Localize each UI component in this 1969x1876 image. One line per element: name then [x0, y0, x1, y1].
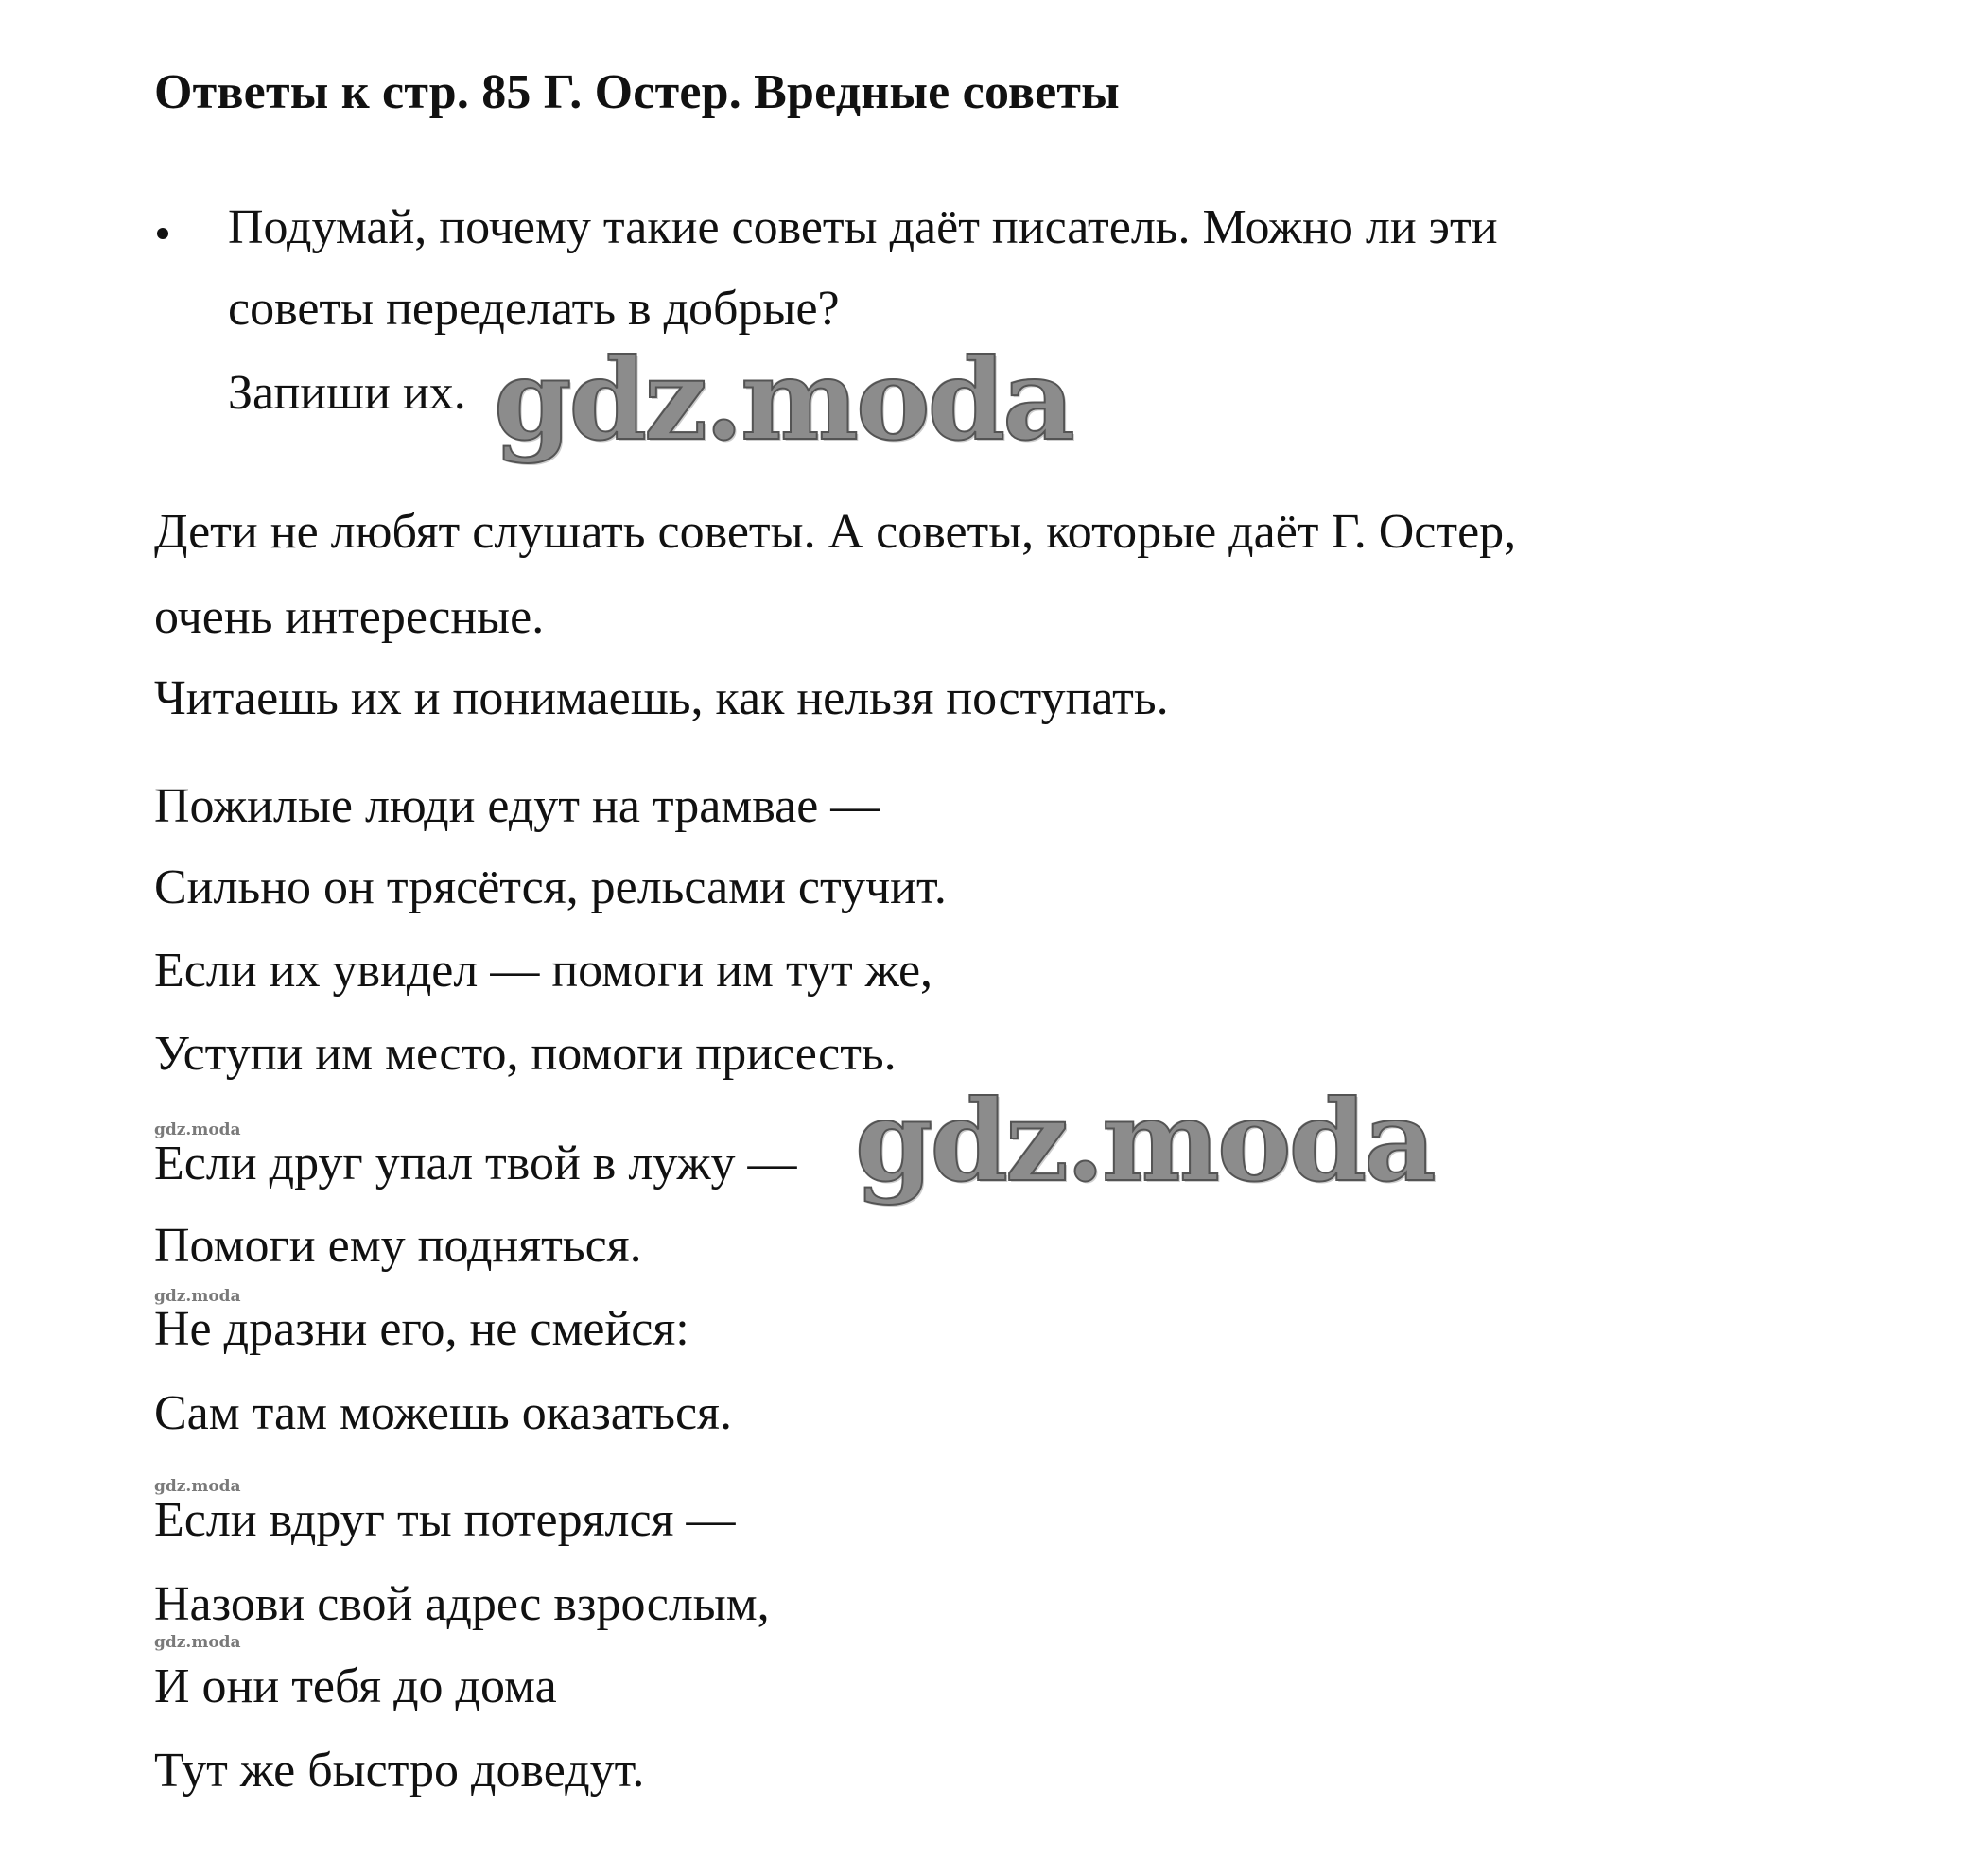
verse3-line-4: Тут же быстро доведут. [154, 1744, 645, 1798]
watermark-small: gdz.moda [154, 1477, 241, 1496]
task-line-3: Запиши их. [228, 366, 466, 420]
verse2-line-2: Помоги ему подняться. [154, 1219, 642, 1273]
watermark-small: gdz.moda [154, 1120, 241, 1139]
verse2-line-1: Если друг упал твой в лужу — [154, 1137, 797, 1190]
bullet-icon [157, 228, 168, 239]
page-title: Ответы к стр. 85 Г. Остер. Вредные советы [154, 65, 1120, 119]
watermark-small: gdz.moda [154, 1633, 241, 1652]
task-line-1: Подумай, почему такие советы даёт писатель. Можно ли эти [228, 200, 1498, 254]
watermark-logo: gdz.moda [494, 334, 1072, 465]
task-line-2: советы переделать в добрые? [228, 282, 840, 336]
verse1-line-4: Уступи им место, помоги присесть. [154, 1027, 897, 1081]
verse2-line-4: Сам там можешь оказаться. [154, 1386, 732, 1440]
verse1-line-1: Пожилые люди едут на трамвае — [154, 779, 880, 833]
verse2-line-3: Не дразни его, не смейся: [154, 1302, 689, 1356]
verse1-line-3: Если их увидел — помоги им тут же, [154, 944, 933, 998]
answer-intro-line-1: Дети не любят слушать советы. А советы, которые даёт Г. Остер, [154, 505, 1517, 559]
answer-intro-line-2: очень интересные. [154, 590, 545, 644]
verse3-line-1: Если вдруг ты потерялся — [154, 1493, 736, 1547]
answer-intro-line-3: Читаешь их и понимаешь, как нельзя поступать. [154, 671, 1169, 725]
watermark-logo: gdz.moda [855, 1075, 1434, 1207]
watermark-small: gdz.moda [154, 1287, 241, 1306]
verse1-line-2: Сильно он трясётся, рельсами стучит. [154, 860, 947, 914]
verse3-line-3: И они тебя до дома [154, 1659, 557, 1713]
verse3-line-2: Назови свой адрес взрослым, [154, 1577, 770, 1631]
